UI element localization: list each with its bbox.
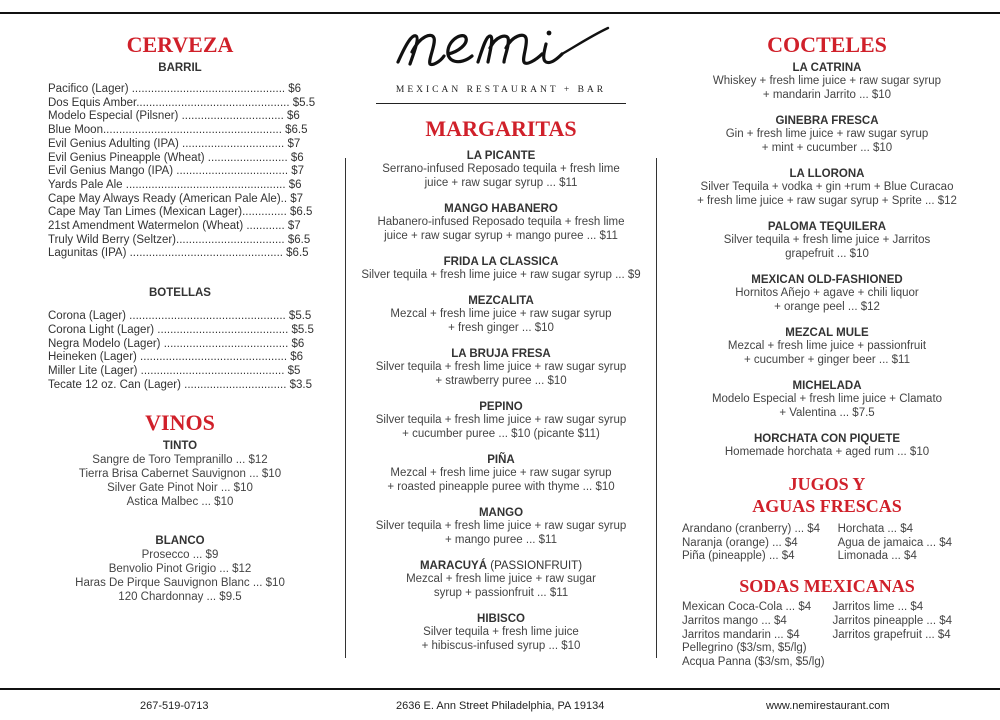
menu-item — [672, 433, 982, 459]
botellas-label: BOTELLAS — [149, 287, 211, 300]
soda-item: Pellegrino ($3/sm, $5/lg) — [682, 642, 807, 655]
menu-item-desc: + mint + cucumber ... $10 — [761, 142, 893, 154]
beer-item: Cape May Tan Limes (Mexican Lager).............. $6.5 — [48, 206, 313, 219]
menu-item — [346, 401, 656, 441]
menu-item-desc: Homemade horchata + aged rum ... $10 — [724, 446, 930, 458]
menu-item — [346, 454, 656, 494]
beer-item: Modelo Especial (Pilsner) ................................ $6 — [48, 110, 300, 123]
tinto-list — [40, 453, 320, 509]
menu-item-desc: Serrano-infused Reposado tequila + fresh lime — [382, 163, 620, 175]
menu-item-desc: + fresh ginger ... $10 — [448, 322, 554, 334]
menu-item-name: PEPINO — [479, 401, 523, 413]
wine-item: Benvolio Pinot Grigio ... $12 — [108, 563, 252, 576]
right-column — [672, 22, 982, 670]
soda-item: Jarritos mango ... $4 — [682, 614, 787, 627]
menu-item-name: HIBISCO — [477, 613, 525, 625]
menu-item — [346, 203, 656, 243]
juice-item: Piña (pineapple) ... $4 — [682, 550, 795, 563]
soda-item: Jarritos pineapple ... $4 — [832, 614, 952, 627]
barril-label: BARRIL — [158, 62, 202, 74]
menu-item-name: LA CATRINA — [792, 62, 862, 74]
wine-item: Silver Gate Pinot Noir ... $10 — [107, 482, 253, 495]
menu-item-desc: + mango puree ... $11 — [445, 534, 557, 546]
soda-item: Jarritos lime ... $4 — [832, 601, 924, 614]
bottle-item: Corona Light (Lager) ......................................... $5.5 — [48, 323, 314, 336]
menu-item — [672, 221, 982, 261]
menu-item-name: MICHELADA — [792, 380, 862, 392]
wine-item: Tierra Brisa Cabernet Sauvignon ... $10 — [78, 468, 282, 481]
menu-item-name: MEZCALITA — [468, 295, 534, 307]
bottom-rule — [0, 688, 1000, 690]
menu-item-desc: grapefruit ... $10 — [785, 248, 869, 260]
beer-item: Lagunitas (IPA) ................................................ $6.5 — [48, 247, 309, 260]
menu-item-desc: Whiskey + fresh lime juice + raw sugar syrup — [712, 75, 942, 87]
menu-item-desc: + mandarin Jarrito ... $10 — [762, 89, 892, 101]
soda-item: Jarritos grapefruit ... $4 — [832, 628, 951, 641]
cocteles-heading: COCTELES — [767, 32, 887, 57]
menu-item-name-extra: (PASSIONFRUIT) — [487, 560, 583, 572]
juice-item: Horchata ... $4 — [837, 523, 913, 535]
juice-item: Arandano (cranberry) ... $4 — [682, 523, 821, 535]
beer-item: Yards Pale Ale .................................................. $6 — [48, 178, 302, 191]
menu-item-desc: Silver tequila + fresh lime juice + raw sugar syrup — [375, 520, 627, 532]
menu-item — [346, 613, 656, 653]
sodas-left — [682, 601, 825, 670]
beer-item: Evil Genius Adulting (IPA) ................................ $7 — [48, 137, 301, 150]
footer-phone: 267-519-0713 — [140, 700, 209, 712]
menu-item — [346, 348, 656, 388]
menu-item-desc: Hornitos Añejo + agave + chili liquor — [735, 287, 919, 299]
menu-item — [672, 115, 982, 155]
menu-item-desc: Silver tequila + fresh lime juice — [423, 626, 579, 638]
botellas-list — [40, 310, 320, 392]
menu-item-name: MARACUYÁ (PASSIONFRUIT) — [419, 560, 583, 572]
bottle-item: Heineken (Lager) .............................................. $6 — [48, 351, 304, 364]
menu-item-name: GINEBRA FRESCA — [775, 115, 879, 127]
menu-item-desc: Mezcal + fresh lime juice + raw sugar syrup — [390, 308, 612, 320]
menu-item — [672, 62, 982, 102]
logo-underline — [376, 103, 626, 104]
barril-list — [40, 83, 320, 261]
wine-item: 120 Chardonnay ... $9.5 — [118, 591, 242, 604]
menu-item-desc: Mezcal + fresh lime juice + raw sugar syrup — [390, 467, 612, 479]
footer-website[interactable]: www.nemirestaurant.com — [766, 700, 890, 712]
left-column — [40, 22, 320, 604]
wine-item: Sangre de Toro Tempranillo ... $12 — [92, 454, 268, 467]
menu-item — [672, 168, 982, 208]
nemi-logo — [346, 22, 656, 75]
menu-item-name: FRIDA LA CLASSICA — [443, 256, 559, 268]
juice-item: Agua de jamaica ... $4 — [837, 536, 952, 549]
beer-item: Blue Moon........................................................ $6.5 — [48, 124, 308, 137]
menu-item-name: MANGO — [478, 507, 524, 519]
menu-item-desc: juice + raw sugar syrup ... $11 — [424, 177, 578, 189]
menu-item-desc: + strawberry puree ... $10 — [435, 375, 567, 387]
menu-item-name: LA PICANTE — [466, 150, 536, 162]
menu-item-desc: Mezcal + fresh lime juice + raw sugar — [406, 573, 596, 585]
menu-item — [672, 274, 982, 314]
menu-item-desc: Silver Tequila + vodka + gin +rum + Blue Curacao — [700, 181, 954, 193]
menu-item-desc: + hibiscus-infused syrup ... $10 — [421, 640, 581, 652]
menu-item-name: PIÑA — [487, 454, 515, 466]
sodas-heading: SODAS MEXICANAS — [739, 576, 915, 597]
margaritas-heading: MARGARITAS — [425, 116, 577, 141]
menu-item-desc: + orange peel ... $12 — [774, 301, 880, 313]
blanco-label: BLANCO — [155, 535, 205, 548]
menu-item-desc: + roasted pineapple puree with thyme ... $10 — [387, 481, 615, 493]
wine-item: Prosecco ... $9 — [141, 549, 219, 562]
menu-item — [346, 295, 656, 335]
cerveza-heading: CERVEZA — [126, 32, 234, 57]
soda-item: Acqua Panna ($3/sm, $5/lg) — [682, 655, 825, 668]
menu-item-desc: Silver tequila + fresh lime juice + Jarritos — [723, 234, 931, 246]
menu-item — [346, 507, 656, 547]
jugos-right — [838, 523, 952, 564]
menu-item-name: MANGO HABANERO — [444, 203, 558, 215]
menu-item-desc: Habanero-infused Reposado tequila + fresh lime — [377, 216, 625, 228]
menu-item-desc: juice + raw sugar syrup + mango puree ... $11 — [384, 230, 618, 242]
sodas-right — [832, 601, 952, 670]
divider-left — [345, 158, 346, 658]
nemi-logo-script — [386, 22, 616, 70]
menu-item-name: LA BRUJA FRESA — [451, 348, 551, 360]
menu-item-desc: Modelo Especial + fresh lime juice + Clamato — [711, 393, 943, 405]
menu-item-name: HORCHATA CON PIQUETE — [753, 433, 901, 445]
beer-item: Evil Genius Mango (IPA) ................................... $7 — [48, 165, 305, 178]
jugos-heading — [672, 473, 982, 517]
sodas-list — [672, 601, 982, 670]
jugos-heading-line1: JUGOS Y — [788, 474, 866, 494]
bottle-item: Tecate 12 oz. Can (Lager) ................................ $3.5 — [48, 378, 312, 391]
menu-item — [346, 560, 656, 600]
beer-item: Cape May Always Ready (American Pale Ale).. $7 — [48, 192, 304, 205]
beer-item: 21st Amendment Watermelon (Wheat) ............ $7 — [48, 220, 301, 233]
menu-item-desc: Gin + fresh lime juice + raw sugar syrup — [725, 128, 929, 140]
middle-column — [346, 22, 656, 653]
menu-item-desc: Silver tequila + fresh lime juice + raw sugar syrup — [375, 414, 627, 426]
blanco-list — [40, 548, 320, 604]
menu-item-name: MEZCAL MULE — [785, 327, 869, 339]
menu-item — [672, 327, 982, 367]
menu-item-desc: syrup + passionfruit ... $11 — [433, 587, 569, 599]
tinto-label: TINTO — [162, 440, 198, 453]
beer-item: Dos Equis Amber................................................ $5.5 — [48, 96, 316, 109]
beer-item: Evil Genius Pineapple (Wheat) ......................... $6 — [48, 151, 304, 164]
menu-item-desc: + cucumber puree ... $10 (picante $11) — [402, 428, 600, 440]
bottle-item: Negra Modelo (Lager) ....................................... $6 — [48, 337, 305, 350]
menu-item — [346, 150, 656, 190]
juice-item: Naranja (orange) ... $4 — [682, 536, 798, 549]
menu-item-desc: Mezcal + fresh lime juice + passionfruit — [727, 340, 927, 352]
bottle-item: Miller Lite (Lager) ............................................. $5 — [48, 364, 301, 377]
menu-item-desc: + fresh lime juice + raw sugar syrup + Sprite ... $12 — [697, 195, 957, 207]
menu-item-desc: + Valentina ... $7.5 — [779, 407, 875, 419]
top-rule — [0, 12, 1000, 14]
beer-item: Pacifico (Lager) ................................................ $6 — [48, 83, 302, 95]
menu-item-desc: Silver tequila + fresh lime juice + raw sugar syrup — [375, 361, 627, 373]
menu-item-desc: + cucumber + ginger beer ... $11 — [744, 354, 910, 366]
soda-item: Mexican Coca-Cola ... $4 — [682, 601, 812, 614]
menu-item-desc: Silver tequila + fresh lime juice + raw sugar syrup ... $9 — [361, 269, 641, 281]
jugos-list — [672, 523, 982, 564]
jugos-heading-line2: AGUAS FRESCAS — [752, 496, 902, 516]
menu-item — [346, 256, 656, 282]
wine-item: Haras De Pirque Sauvignon Blanc ... $10 — [75, 577, 285, 590]
wine-item: Astica Malbec ... $10 — [126, 496, 234, 509]
menu-item-name: MEXICAN OLD-FASHIONED — [751, 274, 903, 286]
soda-item: Jarritos mandarin ... $4 — [682, 628, 800, 641]
margaritas-list — [346, 150, 656, 653]
cocteles-list — [672, 62, 982, 459]
menu-item — [672, 380, 982, 420]
menu-item-name: PALOMA TEQUILERA — [767, 221, 887, 233]
bottle-item: Corona (Lager) ................................................. $5.5 — [48, 310, 312, 323]
juice-item: Limonada ... $4 — [837, 550, 917, 563]
menu-item-name: LA LLORONA — [789, 168, 865, 180]
divider-right — [656, 158, 657, 658]
tagline: MEXICAN RESTAURANT + BAR — [395, 85, 607, 95]
vinos-heading: VINOS — [145, 410, 215, 436]
footer-address: 2636 E. Ann Street Philadelphia, PA 19134 — [396, 700, 605, 712]
jugos-left — [682, 523, 820, 564]
beer-item: Truly Wild Berry (Seltzer).................................. $6.5 — [48, 233, 311, 246]
